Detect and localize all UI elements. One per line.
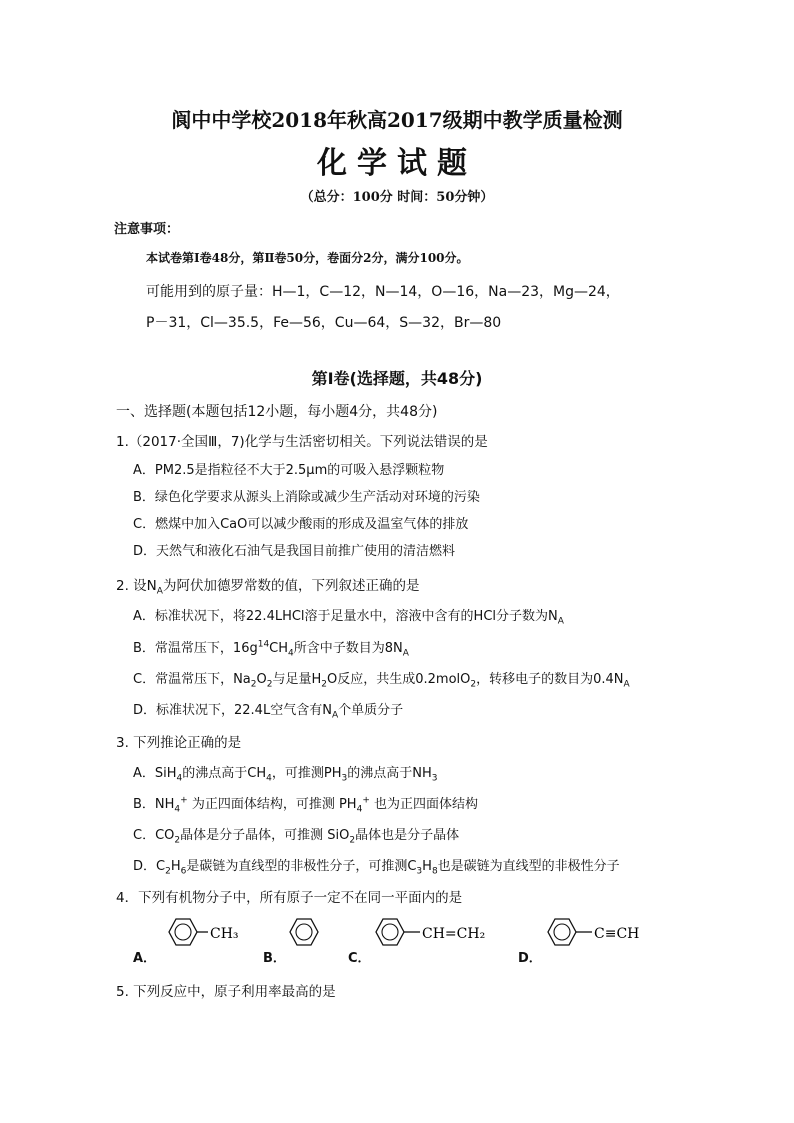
styrene-structure xyxy=(368,912,498,956)
question-2-option-c: C．常温常压下，$Na_2O_2$与足量$H_2O$反应，共生成0.2molO$_2$，转移电子的数目为$0.4N_A$ xyxy=(133,672,630,690)
question-4-label-d: D． xyxy=(518,951,542,966)
question-1-option-c: C．燃煤中加入CaO可以减少酸雨的形成及温室气体的排放 xyxy=(133,517,469,532)
notes-body: 本试卷第Ⅰ卷48分，第Ⅱ卷50分，卷面分2分，满分100分。 xyxy=(146,251,469,265)
benzene-structure xyxy=(282,912,326,956)
question-2-stem: 2. 设$N_A$为阿伏加德罗常数的值，下列叙述正确的是 xyxy=(116,578,420,597)
exam-meta: （总分：100分 时间：50分钟） xyxy=(300,190,494,205)
atomic-mass-line-1: 可能用到的原子量：H—1，C—12，N—14，O—16，Na—23，Mg—24， xyxy=(146,284,620,300)
question-4-label-a: A． xyxy=(133,951,157,966)
atomic-mass-line-2: P－31，Cl—35.5，Fe—56，Cu—64，S—32，Br—80 xyxy=(146,315,502,331)
part-instruction: 一、选择题(本题包括12小题，每小题4分，共48分) xyxy=(116,404,438,420)
question-3-option-c: C．$CO_2$晶体是分子晶体，可推测 SiO$_2$晶体也是分子晶体 xyxy=(133,828,460,846)
question-1-option-d: D．天然气和液化石油气是我国目前推广使用的清洁燃料 xyxy=(133,544,456,559)
question-4-label-b: B． xyxy=(263,951,286,966)
subject-title: 化学试题 xyxy=(317,146,477,181)
question-4-label-c: C． xyxy=(348,951,371,966)
school-title: 阆中中学校2018年秋高2017级期中教学质量检测 xyxy=(171,108,623,132)
phenylacetylene-ethynyl-label: C≡CH xyxy=(594,926,640,942)
question-2-option-a: A．标准状况下，将22.4LHCl溶于足量水中，溶液中含有的HCl分子数为$N_A$ xyxy=(133,609,564,627)
question-2-option-b: B．常温常压下，$16g^{14}CH_4$所含中子数目为$8N_A$ xyxy=(133,639,409,659)
question-3-stem: 3. 下列推论正确的是 xyxy=(116,735,242,751)
styrene-vinyl-label: CH=CH₂ xyxy=(422,926,486,942)
question-3-option-a: A．SiH$_4$的沸点高于$CH_4$，可推测$PH_3$的沸点高于$NH_3$ xyxy=(133,766,438,784)
question-5-stem: 5. 下列反应中，原子利用率最高的是 xyxy=(116,984,336,1000)
question-4-stem: 4．下列有机物分子中，所有原子一定不在同一平面内的是 xyxy=(116,890,463,906)
question-1-stem: 1.（2017·全国Ⅲ，7)化学与生活密切相关。下列说法错误的是 xyxy=(116,434,488,450)
toluene-methyl-label: CH₃ xyxy=(210,926,239,942)
notes-title: 注意事项： xyxy=(114,222,180,237)
question-1-option-b: B．绿色化学要求从源头上消除或减少生产活动对环境的污染 xyxy=(133,490,480,505)
section-title: 第Ⅰ卷(选择题，共48分) xyxy=(311,369,483,388)
phenylacetylene-structure xyxy=(540,912,655,956)
question-3-option-b: B．$NH_4^+$ 为正四面体结构，可推测 $PH_4^+$ 也为正四面体结构 xyxy=(133,795,479,815)
question-2-option-d: D．标准状况下，22.4L空气含有$N_A$个单质分子 xyxy=(133,703,404,721)
question-1-option-a: A．PM2.5是指粒径不大于2.5μm的可吸入悬浮颗粒物 xyxy=(133,463,445,478)
question-3-option-d: D．$C_2H_6$是碳链为直线型的非极性分子，可推测$C_3H_8$也是碳链为直线型的非极性分子 xyxy=(133,859,620,877)
toluene-structure xyxy=(158,912,248,956)
